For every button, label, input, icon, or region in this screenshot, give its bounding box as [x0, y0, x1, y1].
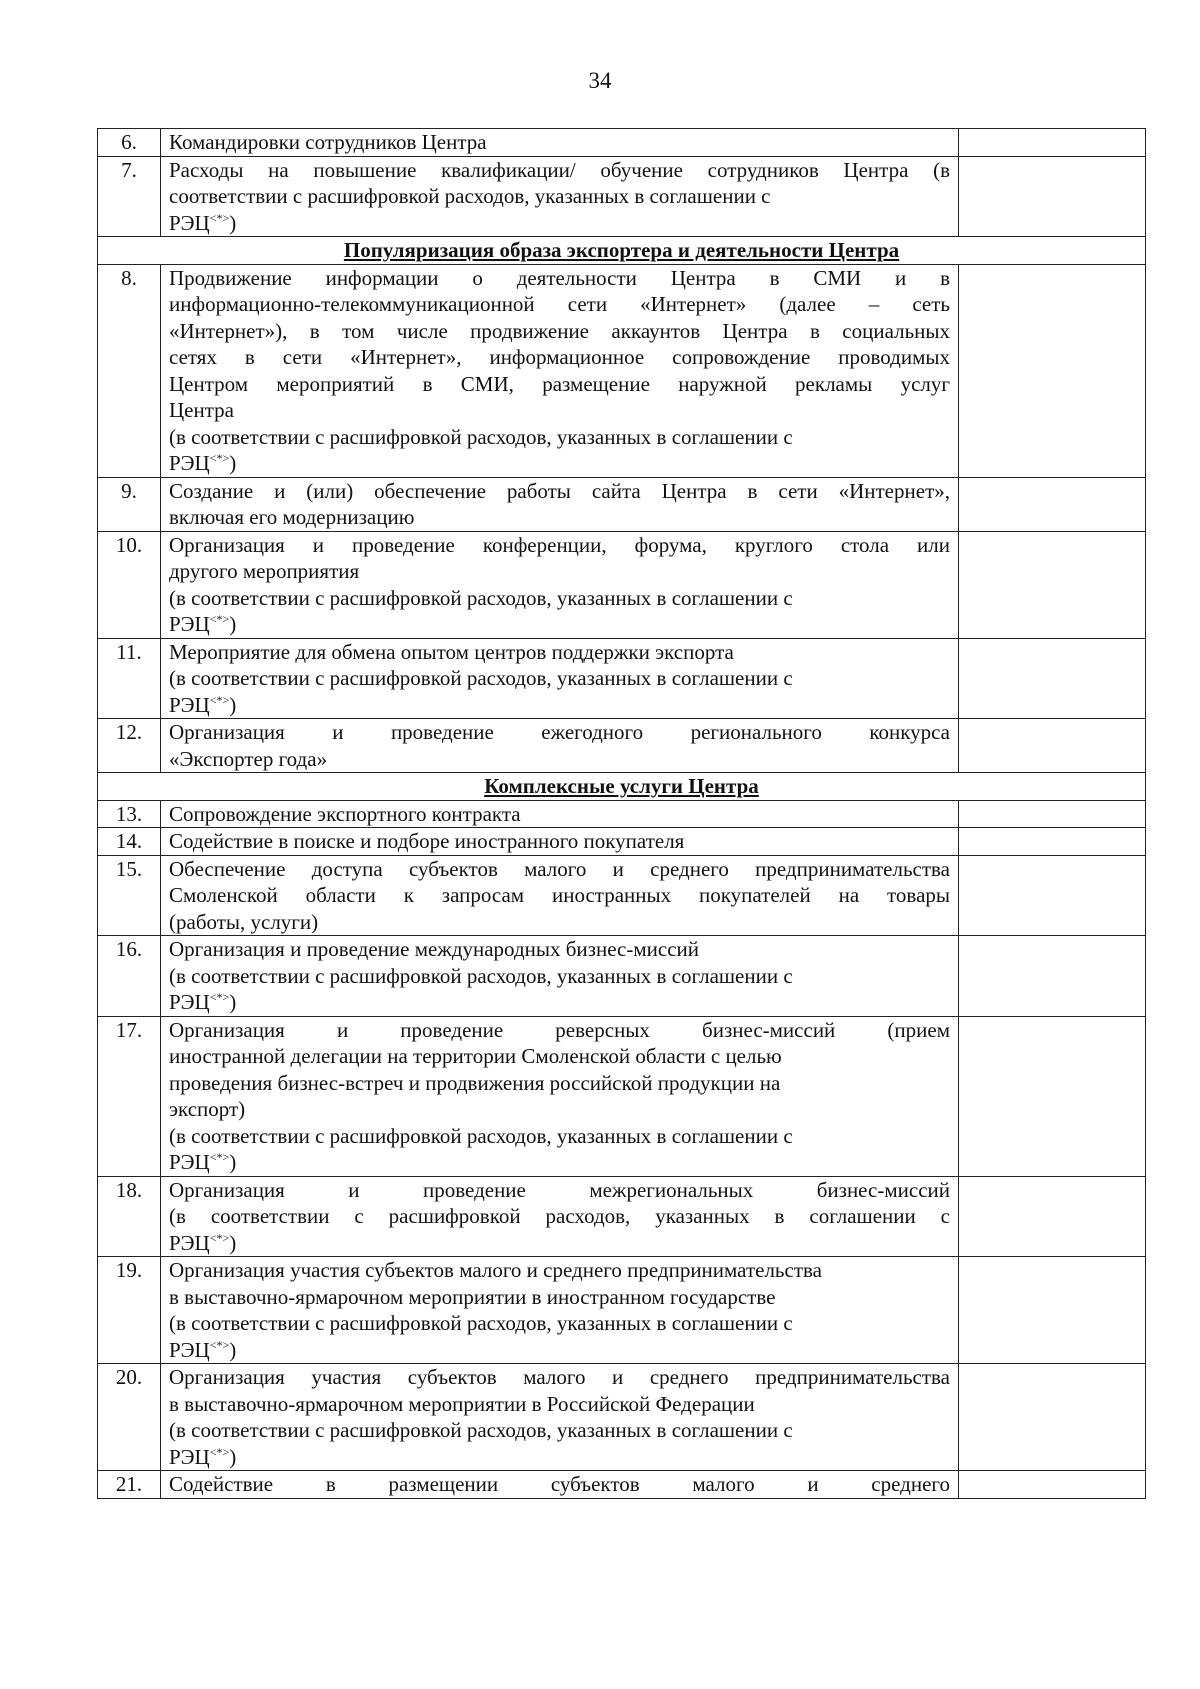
rec-reference — [169, 1444, 950, 1471]
table-row — [98, 1257, 1146, 1364]
description-line: (в соответствии с расшифровкой расходов, указанных в соглашении с — [169, 585, 793, 610]
description-line: Содействие в размещении субъектов малого и среднего — [169, 1472, 950, 1496]
footnote-mark: <*> — [209, 1337, 230, 1352]
closing-paren: ) — [229, 990, 237, 1014]
rec-abbreviation: РЭЦ — [169, 612, 210, 636]
description-line: в выставочно-ярмарочном мероприятии в Российской Федерации — [169, 1391, 755, 1416]
value-cell — [959, 1364, 1146, 1471]
row-number: 13. — [98, 800, 161, 828]
description-line: другого мероприятия — [169, 559, 360, 583]
closing-paren: ) — [229, 1337, 237, 1362]
page-number: 34 — [588, 68, 612, 93]
row-number: 19. — [98, 1257, 161, 1364]
table-row — [98, 156, 1146, 237]
description-line: Организация и проведение ежегодного регионального конкурса — [169, 720, 950, 744]
row-number: 21. — [98, 1471, 161, 1499]
description-line: Организация участия субъектов малого и среднего предпринимательства — [169, 1365, 950, 1389]
row-number: 20. — [98, 1364, 161, 1471]
value-cell — [959, 936, 1146, 1017]
description-line: Командировки сотрудников Центра — [169, 130, 487, 154]
table-row — [98, 1176, 1146, 1257]
table-row — [98, 129, 1146, 157]
description-line: (в соответствии с расшифровкой расходов, указанных в соглашении с — [169, 1204, 950, 1228]
description-line: Организация и проведение международных бизнес-миссий — [169, 937, 699, 961]
description-line: проведения бизнес-встреч и продвижения российской продукции на — [169, 1070, 781, 1095]
rec-abbreviation: РЭЦ — [169, 451, 210, 475]
section-title: Популяризация образа экспортера и деятельности Центра — [98, 237, 1146, 265]
description-line: (в соответствии с расшифровкой расходов, указанных в соглашении с — [169, 1123, 793, 1148]
rec-reference — [169, 989, 950, 1016]
value-cell — [959, 855, 1146, 936]
closing-paren: ) — [229, 612, 237, 636]
rec-abbreviation: РЭЦ — [169, 1150, 210, 1174]
value-cell — [959, 1016, 1146, 1176]
expense-description — [161, 936, 959, 1017]
closing-paren: ) — [229, 1150, 237, 1174]
value-cell — [959, 1257, 1146, 1364]
expense-description — [161, 531, 959, 638]
row-number: 6. — [98, 129, 161, 157]
rec-abbreviation: РЭЦ — [169, 1444, 210, 1469]
description-line: Организация и проведение межрегиональных бизнес-миссий — [169, 1177, 950, 1202]
row-number: 14. — [98, 828, 161, 856]
row-number: 17. — [98, 1016, 161, 1176]
closing-paren: ) — [229, 210, 237, 235]
description-line: соответствии с расшифровкой расходов, указанных в соглашении с — [169, 184, 771, 208]
description-line: Содействие в поиске и подборе иностранного покупателя — [169, 829, 685, 853]
expense-description — [161, 129, 959, 157]
footnote-mark: <*> — [209, 451, 230, 465]
section-header-row — [98, 237, 1146, 265]
closing-paren: ) — [229, 1444, 237, 1469]
rec-abbreviation: РЭЦ — [169, 210, 210, 235]
rec-abbreviation: РЭЦ — [169, 1230, 210, 1255]
footnote-mark: <*> — [209, 1444, 230, 1459]
rec-reference — [169, 450, 950, 477]
description-line: в выставочно-ярмарочном мероприятии в иностранном государстве — [169, 1284, 776, 1309]
description-line: Организация и проведение реверсных бизнес-миссий (прием — [169, 1017, 950, 1042]
value-cell — [959, 828, 1146, 856]
rec-abbreviation: РЭЦ — [169, 1337, 210, 1362]
description-line: Сопровождение экспортного контракта — [169, 801, 521, 826]
rec-abbreviation: РЭЦ — [169, 692, 210, 717]
closing-paren: ) — [229, 1230, 237, 1255]
value-cell — [959, 264, 1146, 477]
description-line: Центра — [169, 398, 234, 422]
table-row — [98, 1016, 1146, 1176]
description-line: Расходы на повышение квалификации/ обучение сотрудников Центра (в — [169, 157, 950, 182]
table-row — [98, 719, 1146, 773]
expense-description — [161, 264, 959, 477]
expense-description — [161, 719, 959, 773]
row-number: 12. — [98, 719, 161, 773]
description-line: (в соответствии с расшифровкой расходов, указанных в соглашении с — [169, 1311, 793, 1335]
row-number: 18. — [98, 1176, 161, 1257]
footnote-mark: <*> — [209, 612, 230, 626]
table-row — [98, 936, 1146, 1017]
table-row — [98, 1364, 1146, 1471]
expense-description — [161, 1176, 959, 1257]
value-cell — [959, 1471, 1146, 1499]
footnote-mark: <*> — [209, 210, 230, 225]
expense-description — [161, 1471, 959, 1499]
value-cell — [959, 719, 1146, 773]
expense-description — [161, 1257, 959, 1364]
row-number: 7. — [98, 156, 161, 237]
expense-description — [161, 1364, 959, 1471]
table-row — [98, 477, 1146, 531]
description-line: (в соответствии с расшифровкой расходов, указанных в соглашении с — [169, 666, 793, 690]
rec-reference — [169, 692, 950, 719]
description-line: Организация и проведение конференции, форума, круглого стола или — [169, 532, 950, 557]
description-line: (в соответствии с расшифровкой расходов, указанных в соглашении с — [169, 963, 793, 988]
footnote-mark: <*> — [209, 692, 230, 707]
row-number: 11. — [98, 638, 161, 719]
description-line: включая его модернизацию — [169, 505, 415, 529]
expense-description — [161, 638, 959, 719]
value-cell — [959, 129, 1146, 157]
row-number: 15. — [98, 855, 161, 936]
description-line: «Экспортер года» — [169, 746, 328, 771]
description-line: иностранной делегации на территории Смоленской области с целью — [169, 1044, 782, 1068]
value-cell — [959, 531, 1146, 638]
footnote-mark: <*> — [209, 1230, 230, 1245]
value-cell — [959, 800, 1146, 828]
value-cell — [959, 477, 1146, 531]
description-line: сетях в сети «Интернет», информационное сопровождение проводимых — [169, 345, 950, 369]
rec-reference — [169, 611, 950, 638]
section-title: Комплексные услуги Центра — [98, 773, 1146, 801]
closing-paren: ) — [229, 692, 237, 717]
value-cell — [959, 1176, 1146, 1257]
expense-description — [161, 156, 959, 237]
value-cell — [959, 156, 1146, 237]
rec-reference — [169, 1149, 950, 1176]
description-line: Создание и (или) обеспечение работы сайта Центра в сети «Интернет», — [169, 478, 950, 503]
row-number: 16. — [98, 936, 161, 1017]
table-body — [98, 129, 1146, 1499]
rec-abbreviation: РЭЦ — [169, 990, 210, 1014]
footnote-mark: <*> — [209, 1150, 230, 1164]
description-line: информационно-телекоммуникационной сети «Интернет» (далее – сеть — [169, 292, 950, 316]
section-header-row — [98, 773, 1146, 801]
description-line: Продвижение информации о деятельности Центра в СМИ и в — [169, 265, 950, 290]
table-row — [98, 828, 1146, 856]
expense-description — [161, 1016, 959, 1176]
description-line: Обеспечение доступа субъектов малого и среднего предпринимательства — [169, 856, 950, 881]
expense-description — [161, 855, 959, 936]
footnote-mark: <*> — [209, 990, 230, 1004]
table-row — [98, 855, 1146, 936]
table-row — [98, 800, 1146, 828]
closing-paren: ) — [229, 451, 237, 475]
row-number: 9. — [98, 477, 161, 531]
description-line: Организация участия субъектов малого и среднего предпринимательства — [169, 1258, 822, 1282]
value-cell — [959, 638, 1146, 719]
table-row — [98, 638, 1146, 719]
description-line: экспорт) — [169, 1097, 246, 1121]
expense-description — [161, 477, 959, 531]
expense-table — [97, 128, 1146, 1499]
description-line: (в соответствии с расшифровкой расходов, указанных в соглашении с — [169, 424, 793, 449]
description-line: (в соответствии с расшифровкой расходов, указанных в соглашении с — [169, 1418, 793, 1442]
description-line: Центром мероприятий в СМИ, размещение наружной рекламы услуг — [169, 371, 950, 396]
row-number: 10. — [98, 531, 161, 638]
description-line: «Интернет»), в том числе продвижение аккаунтов Центра в социальных — [169, 318, 950, 343]
table-row — [98, 264, 1146, 477]
description-line: (работы, услуги) — [169, 909, 319, 934]
expense-description — [161, 828, 959, 856]
rec-reference — [169, 1230, 950, 1257]
row-number: 8. — [98, 264, 161, 477]
rec-reference — [169, 210, 950, 237]
expense-description — [161, 800, 959, 828]
description-line: Смоленской области к запросам иностранных покупателей на товары — [169, 883, 950, 907]
table-row — [98, 531, 1146, 638]
description-line: Мероприятие для обмена опытом центров поддержки экспорта — [169, 639, 734, 664]
rec-reference — [169, 1337, 950, 1364]
table-row — [98, 1471, 1146, 1499]
